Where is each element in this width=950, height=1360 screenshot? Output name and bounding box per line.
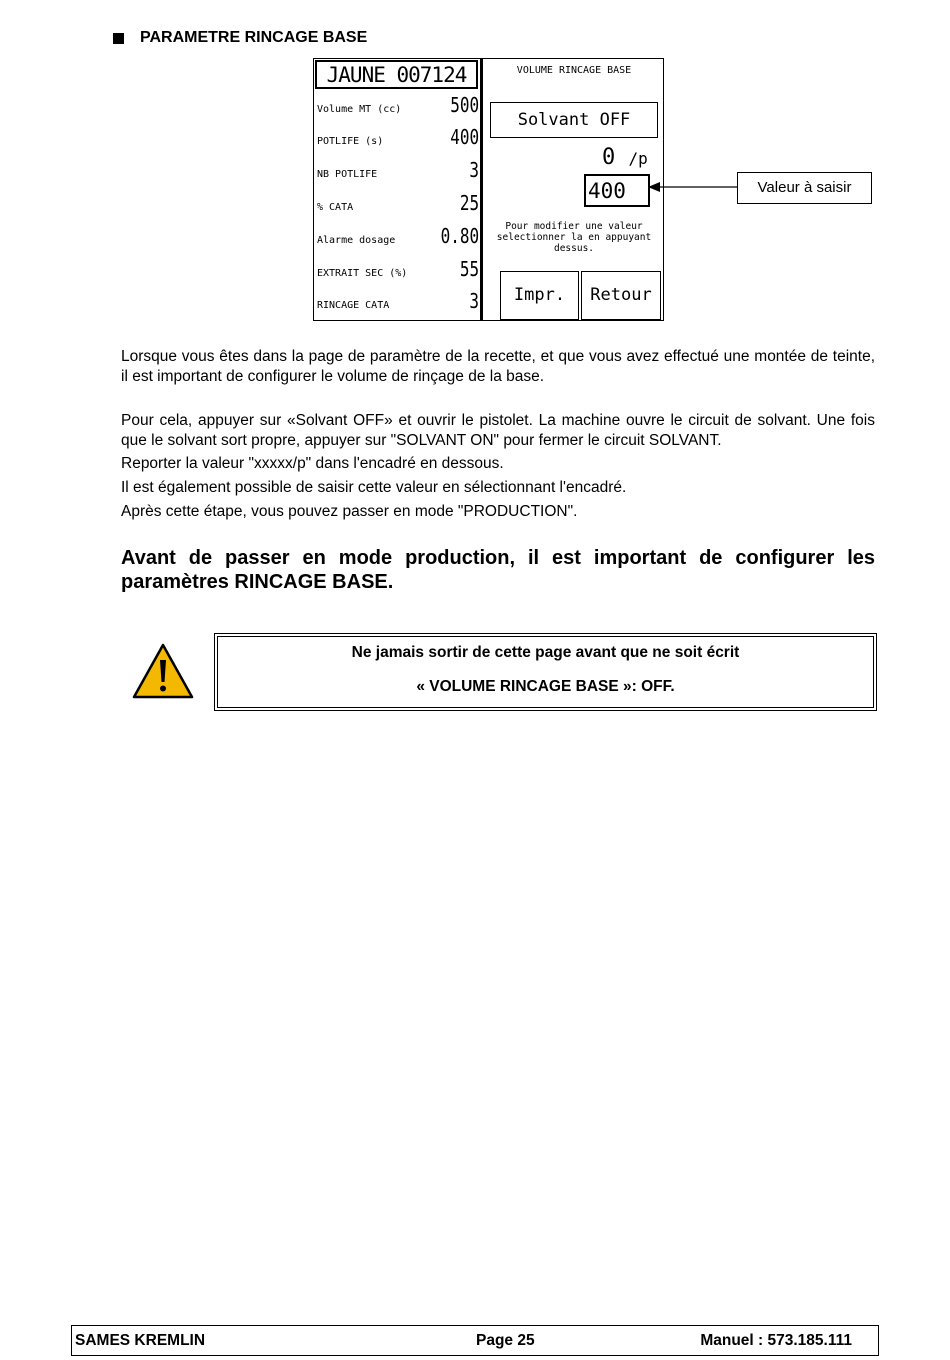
- machine-screen: [313, 58, 664, 321]
- volume-value-input[interactable]: 400: [584, 174, 650, 207]
- param-value: 55: [459, 257, 479, 281]
- param-row[interactable]: [317, 257, 479, 281]
- print-button[interactable]: Impr.: [500, 271, 579, 320]
- help-text: Pour modifier une valeur selectionner la en appuyant dessus.: [496, 221, 652, 254]
- param-value: 25: [459, 191, 479, 215]
- param-value: 500: [450, 93, 479, 117]
- per-pass-readout: [602, 145, 648, 170]
- param-value: 3: [469, 158, 479, 182]
- param-row[interactable]: [317, 289, 479, 313]
- section-heading: [113, 29, 367, 47]
- page-footer: [71, 1325, 879, 1356]
- footer-manual-ref: Manuel : 573.185.111: [700, 1332, 852, 1349]
- callout-label: Valeur à saisir: [737, 172, 872, 204]
- warning-line: Ne jamais sortir de cette page avant que ne soit écrit: [351, 644, 740, 661]
- paragraph: Reporter la valeur "xxxxx/p" dans l'encadré en dessous.: [121, 455, 504, 472]
- warning-box: [214, 633, 877, 711]
- param-value: 0.80: [440, 224, 479, 248]
- paragraph: Après cette étape, vous pouvez passer en mode "PRODUCTION".: [121, 503, 578, 520]
- solvant-button[interactable]: Solvant OFF: [490, 102, 658, 138]
- param-label: Alarme dosage: [317, 235, 396, 246]
- paragraph: Lorsque vous êtes dans la page de paramètre de la recette, et que vous avez effectué une montée de teinte, il est important de configurer le volume de rinçage de la base.: [121, 348, 875, 385]
- per-pass-value: 0: [602, 145, 616, 170]
- recipe-title: JAUNE 007124: [315, 60, 478, 89]
- param-label: POTLIFE (s): [317, 136, 384, 147]
- param-row[interactable]: [317, 125, 479, 149]
- warning-triangle-icon: [132, 643, 194, 699]
- param-label: % CATA: [317, 202, 354, 213]
- param-label: EXTRAIT SEC (%): [317, 268, 408, 279]
- param-row[interactable]: [317, 191, 479, 215]
- param-value: 3: [469, 289, 479, 313]
- param-row[interactable]: [317, 158, 479, 182]
- screen-divider: [480, 59, 483, 320]
- headline: Avant de passer en mode production, il est important de configurer les paramètres RINCAGE BASE.: [121, 547, 875, 593]
- param-label: Volume MT (cc): [317, 104, 402, 115]
- footer-page-number: Page 25: [476, 1332, 535, 1349]
- param-row[interactable]: [317, 93, 479, 117]
- per-pass-unit: /p: [628, 149, 648, 168]
- paragraph: Il est également possible de saisir cette valeur en sélectionnant l'encadré.: [121, 479, 627, 496]
- footer-company: SAMES KREMLIN: [75, 1332, 206, 1349]
- paragraph: Pour cela, appuyer sur «Solvant OFF» et ouvrir le pistolet. La machine ouvre le circuit de solvant. Une fois que le solvant sort propre, appuyer sur "SOLVANT ON" pour fermer le circuit SOLVANT.: [121, 412, 875, 449]
- section-title: PARAMETRE RINCAGE BASE: [140, 29, 368, 46]
- param-label: NB POTLIFE: [317, 169, 378, 180]
- warning-line: « VOLUME RINCAGE BASE »: OFF.: [416, 678, 675, 695]
- square-bullet-icon: [113, 33, 124, 44]
- param-value: 400: [450, 125, 479, 149]
- callout-arrow-icon: [648, 180, 740, 194]
- panel-title: VOLUME RINCAGE BASE: [516, 65, 632, 76]
- param-row[interactable]: [317, 224, 479, 248]
- back-button[interactable]: Retour: [581, 271, 661, 320]
- param-label: RINCAGE CATA: [317, 300, 390, 311]
